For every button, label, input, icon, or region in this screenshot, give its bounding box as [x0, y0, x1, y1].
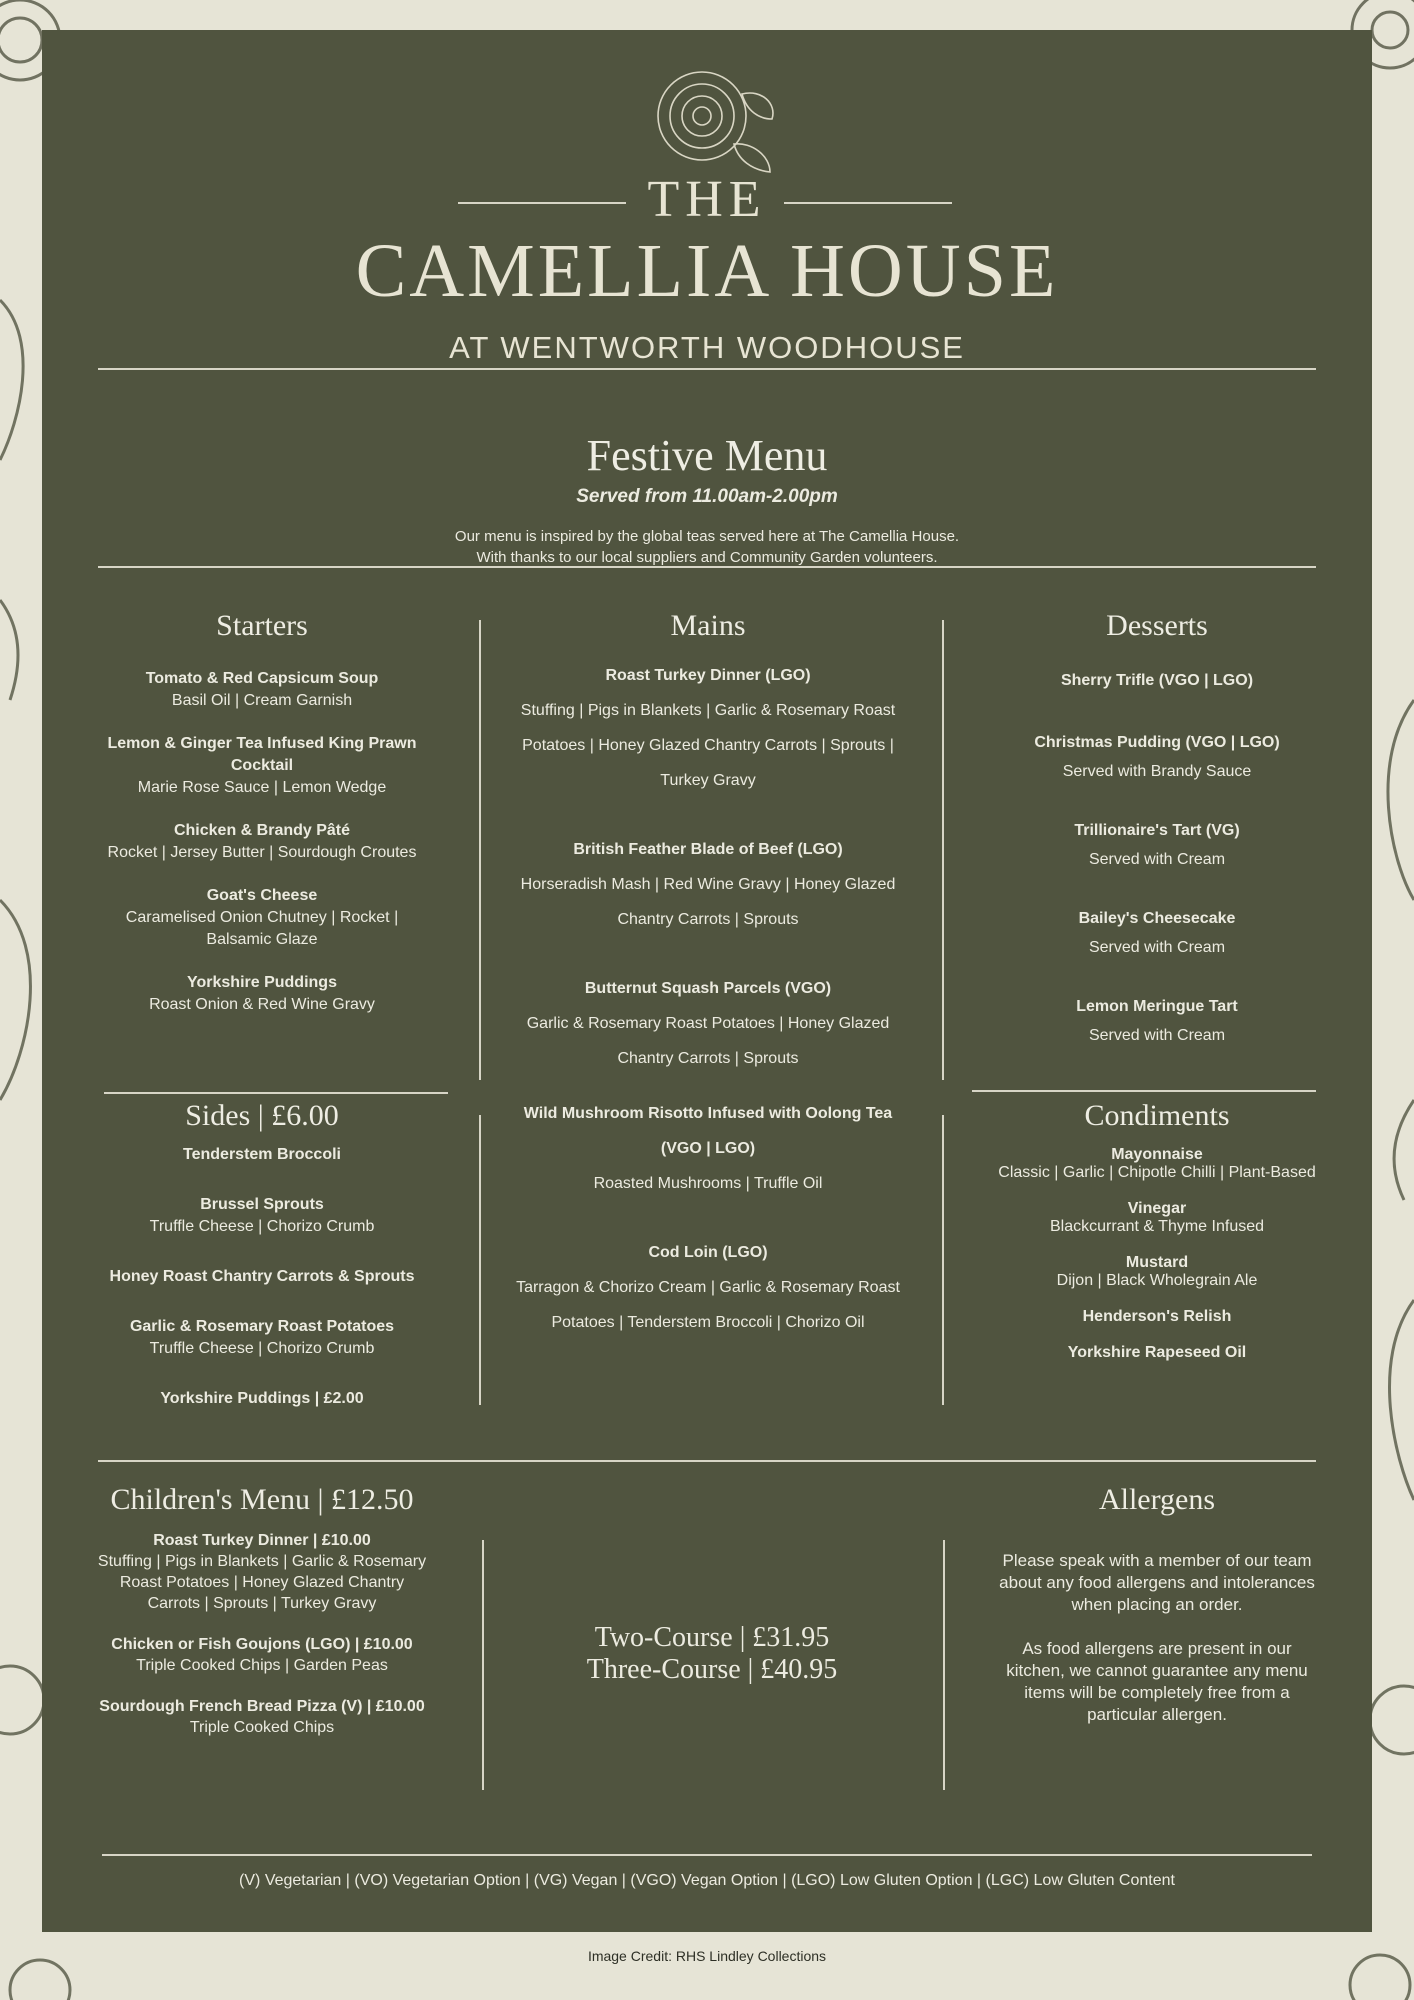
- item-name: Cod Loin (LGO): [648, 1244, 768, 1261]
- item-name: Butternut Squash Parcels (VGO): [584, 980, 832, 997]
- section-heading: Starters: [216, 609, 308, 642]
- allergen-text: Please speak with a member of our team about any food allergens and intolerances when placing an order.: [999, 1551, 1315, 1614]
- item-desc: Classic | Garlic | Chipotle Chilli | Plant-Based: [998, 1164, 1316, 1181]
- item-desc: Stuffing | Pigs in Blankets | Garlic & Rosemary Roast Potatoes | Honey Glazed Chantry Carrots | Sprouts | Turkey Gravy: [520, 702, 896, 789]
- menu-panel: [42, 30, 1372, 1932]
- menu-item: [982, 1146, 1332, 1182]
- item-name: Garlic & Rosemary Roast Potatoes: [129, 1318, 395, 1335]
- item-name: British Feather Blade of Beef (LGO): [573, 841, 843, 858]
- item-name: Yorkshire Puddings: [187, 974, 337, 991]
- image-credit: Image Credit: RHS Lindley Collections: [587, 1948, 827, 1964]
- item-name: Tenderstem Broccoli: [183, 1146, 341, 1163]
- menu-item: [94, 733, 430, 799]
- item-name: Henderson's Relish: [1082, 1308, 1232, 1325]
- section-heading: Mains: [670, 609, 746, 642]
- menu-item: [982, 728, 1332, 786]
- menu-item: [982, 1254, 1332, 1290]
- item-desc: Stuffing | Pigs in Blankets | Garlic & Rosemary Roast Potatoes | Honey Glazed Chantry Carrots | Sprouts | Turkey Gravy: [97, 1553, 427, 1612]
- menu-item: [94, 1696, 430, 1738]
- item-name: Goat's Cheese: [206, 887, 318, 904]
- menu-item: [94, 885, 430, 951]
- item-desc: Garlic & Rosemary Roast Potatoes | Honey Glazed Chantry Carrots | Sprouts: [526, 1015, 890, 1067]
- item-name: Trillionaire's Tart (VG): [1074, 822, 1240, 839]
- item-name: Yorkshire Rapeseed Oil: [1067, 1344, 1247, 1361]
- allergen-text: As food allergens are present in our kitchen, we cannot guarantee any menu items will be completely free from a particular allergen.: [1006, 1639, 1308, 1724]
- item-name: Bailey's Cheesecake: [1078, 910, 1236, 927]
- menu-item: [512, 1096, 904, 1201]
- menu-item: [94, 1530, 430, 1614]
- item-name: Sherry Trifle (VGO | LGO): [1060, 672, 1254, 689]
- menu-item: [94, 972, 430, 1016]
- item-name: Vinegar: [1127, 1200, 1187, 1217]
- menu-item: [982, 1308, 1332, 1326]
- menu-item: [94, 1634, 430, 1676]
- menu-item: [982, 904, 1332, 962]
- item-desc: Truffle Cheese | Chorizo Crumb: [149, 1340, 375, 1357]
- item-desc: Caramelised Onion Chutney | Rocket | Balsamic Glaze: [125, 909, 399, 948]
- dietary-legend: (V) Vegetarian | (VO) Vegetarian Option | (VG) Vegan | (VGO) Vegan Option | (LGO) Low Gluten Option | (LGC) Low Gluten Content: [239, 1872, 1175, 1889]
- divider: [98, 566, 1316, 568]
- item-desc: Served with Brandy Sauce: [1062, 763, 1252, 780]
- item-desc: Basil Oil | Cream Garnish: [171, 692, 353, 709]
- two-course-price: Two-Course | £31.95: [594, 1622, 830, 1653]
- starters-section: [94, 608, 430, 1016]
- item-name: Sourdough French Bread Pizza (V) | £10.00: [99, 1698, 425, 1715]
- menu-item: [512, 658, 904, 798]
- brand-subtitle: AT WENTWORTH WOODHOUSE: [449, 330, 965, 365]
- menu-item: [982, 670, 1332, 692]
- item-name: Chicken or Fish Goujons (LGO) | £10.00: [111, 1636, 413, 1653]
- item-name: Brussel Sprouts: [200, 1196, 324, 1213]
- menu-item: [982, 1344, 1332, 1362]
- menu-item: [94, 1266, 430, 1288]
- allergens-section: [992, 1482, 1322, 1726]
- condiments-section: [982, 1098, 1332, 1362]
- item-desc: Marie Rose Sauce | Lemon Wedge: [137, 779, 387, 796]
- item-name: Yorkshire Puddings | £2.00: [160, 1390, 364, 1407]
- section-heading: Desserts: [1106, 609, 1208, 642]
- item-desc: Triple Cooked Chips | Garden Peas: [136, 1657, 388, 1674]
- item-name: Chicken & Brandy Pâté: [173, 822, 351, 839]
- divider: [104, 1092, 448, 1094]
- item-name: Roast Turkey Dinner | £10.00: [153, 1532, 371, 1549]
- item-desc: Served with Cream: [1088, 939, 1226, 956]
- item-desc: Roasted Mushrooms | Truffle Oil: [593, 1175, 823, 1192]
- column-divider: [479, 1115, 481, 1405]
- divider: [972, 1090, 1316, 1092]
- item-name: Mustard: [1125, 1254, 1189, 1271]
- menu-item: [512, 971, 904, 1076]
- item-name: Roast Turkey Dinner (LGO): [605, 667, 811, 684]
- brand-name: CAMELLIA HOUSE: [355, 229, 1059, 313]
- item-name: Lemon & Ginger Tea Infused King Prawn Cocktail: [107, 735, 417, 774]
- item-desc: Dijon | Black Wholegrain Ale: [1056, 1272, 1258, 1289]
- menu-item: [94, 1194, 430, 1238]
- item-desc: Served with Cream: [1088, 1027, 1226, 1044]
- mains-section: [512, 608, 904, 1340]
- three-course-price: Three-Course | £40.95: [586, 1654, 838, 1685]
- column-divider: [482, 1540, 484, 1790]
- divider: [98, 1460, 1316, 1462]
- sides-section: [94, 1098, 430, 1410]
- serving-times: Served from 11.00am-2.00pm: [576, 486, 838, 507]
- brand-the: THE: [647, 171, 767, 228]
- section-heading: Children's Menu | £12.50: [110, 1483, 414, 1516]
- column-divider: [943, 1540, 945, 1790]
- item-desc: Tarragon & Chorizo Cream | Garlic & Rosemary Roast Potatoes | Tenderstem Broccoli | Chorizo Oil: [516, 1279, 900, 1331]
- page-title: Festive Menu: [586, 431, 828, 480]
- intro-text: [42, 526, 1372, 568]
- section-heading: Condiments: [1084, 1099, 1230, 1132]
- menu-item: [94, 668, 430, 712]
- column-divider: [479, 620, 481, 1080]
- intro-line: With thanks to our local suppliers and Community Garden volunteers.: [476, 549, 938, 566]
- menu-item: [94, 1144, 430, 1166]
- item-name: Tomato & Red Capsicum Soup: [145, 670, 379, 687]
- desserts-section: [982, 608, 1332, 1050]
- childrens-menu-section: [94, 1482, 430, 1738]
- menu-item: [94, 1316, 430, 1360]
- menu-item: [982, 1200, 1332, 1236]
- item-desc: Blackcurrant & Thyme Infused: [1049, 1218, 1265, 1235]
- item-name: Honey Roast Chantry Carrots & Sprouts: [109, 1268, 415, 1285]
- column-divider: [942, 1115, 944, 1405]
- section-heading: Allergens: [1098, 1483, 1216, 1516]
- menu-item: [94, 1388, 430, 1410]
- menu-item: [982, 816, 1332, 874]
- divider: [102, 1854, 1312, 1856]
- menu-item: [982, 992, 1332, 1050]
- camellia-flower-icon: [642, 64, 782, 174]
- item-name: Mayonnaise: [1111, 1146, 1203, 1163]
- menu-item: [512, 832, 904, 937]
- item-name: Christmas Pudding (VGO | LGO): [1034, 734, 1280, 751]
- item-desc: Horseradish Mash | Red Wine Gravy | Honey Glazed Chantry Carrots | Sprouts: [520, 876, 896, 928]
- intro-line: Our menu is inspired by the global teas served here at The Camellia House.: [454, 528, 960, 545]
- menu-item: [512, 1235, 904, 1340]
- item-name: Lemon Meringue Tart: [1076, 998, 1238, 1015]
- item-desc: Served with Cream: [1088, 851, 1226, 868]
- column-divider: [942, 620, 944, 1080]
- item-desc: Truffle Cheese | Chorizo Crumb: [149, 1218, 375, 1235]
- item-desc: Rocket | Jersey Butter | Sourdough Croutes: [107, 844, 417, 861]
- section-heading: Sides | £6.00: [185, 1099, 339, 1132]
- item-desc: Roast Onion & Red Wine Gravy: [149, 996, 375, 1013]
- menu-item: [94, 820, 430, 864]
- item-desc: Triple Cooked Chips: [189, 1719, 335, 1736]
- course-pricing: [502, 1622, 922, 1686]
- divider: [98, 368, 1316, 370]
- item-name: Wild Mushroom Risotto Infused with Oolong Tea (VGO | LGO): [523, 1105, 893, 1157]
